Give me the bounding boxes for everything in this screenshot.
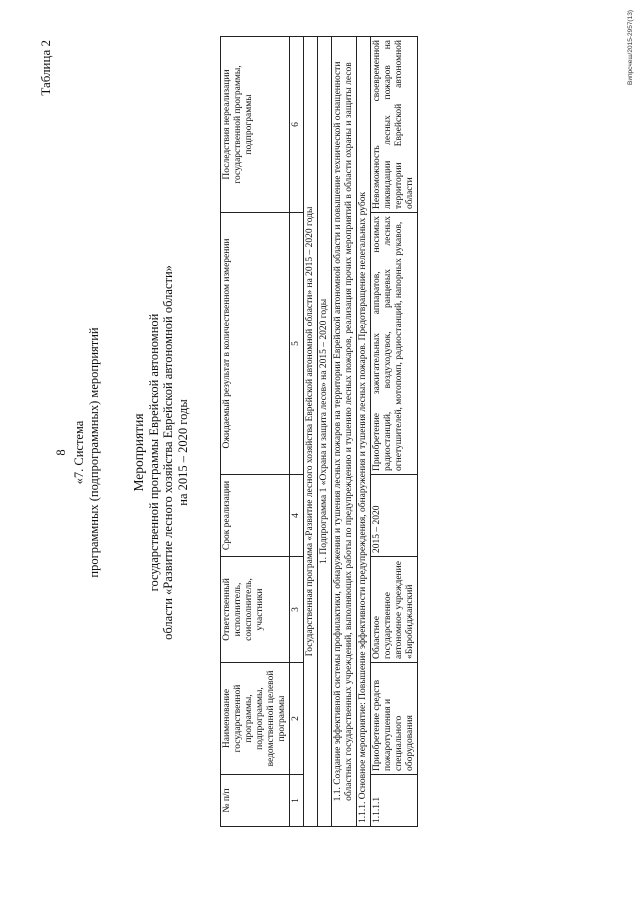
section-title: «7. Система [72,420,86,485]
table-row [304,37,318,827]
header-cell: Ожидаемый результат в количественном измерении [221,213,290,475]
row-period: 2015 – 2020 [371,475,418,557]
table-header-row [221,37,290,827]
title-line: области «Развитие лесного хозяйства Еврейской автономной области» [161,265,175,640]
column-number: 5 [290,213,304,475]
column-number: 2 [290,663,304,775]
column-number: 4 [290,475,304,557]
subprogram-row: 1. Подпрограмма 1 «Охрана и защита лесов» на 2015 – 2020 годы [318,37,332,827]
section-subtitle: программных (подпрограммных) мероприятий [87,327,101,578]
task-row: 1.1. Создание эффективной системы профилактики, обнаружения и тушения лесных пожаров на территории Еврейской автономной области и повышение технической оснащенности областных государственных учреждений, выполняющих работы по предупреждению и тушению лесных пожаров, реализация прочих мероприятий в области охраны и защиты лесов [332,37,357,827]
header-cell: № п/п [221,775,290,827]
table-row [318,37,332,827]
row-result: Приобретение зажигательных аппаратов, носимых радиостанций, воздуходувок, ранцевых лесных огнетушителей, мотопомп, радиостанций, напорных рукавов, [371,213,418,475]
header-cell: Ответственный исполнитель, соисполнитель, участники [221,557,290,663]
title-line: Мероприятия [131,413,146,492]
column-number: 1 [290,775,304,827]
table-row [357,37,371,827]
table-label: Таблица 2 [38,40,53,96]
header-cell: Наименование государственной программы, подпрограммы, ведомственной целевой программы [221,663,290,775]
row-name: Приобретение средств пожаротушения и специального оборудования [371,663,418,775]
measure-row: 1.1.1. Основное мероприятие: Повышение эффективности предупреждения, обнаружения и тушения лесных пожаров. Предотвращение нелегальных рубок [357,37,371,827]
header-cell: Последствия нереализации государственной программы, подпрограммы [221,37,290,213]
row-number: 1.1.1.1 [371,775,418,827]
document-code: Випрсчеш/2015-2957(13) [627,10,634,85]
row-consequence: Невозможность своевременной ликвидации лесных пожаров на территории Еврейской автономной области [371,37,418,213]
column-number-row [290,37,304,827]
document-title [132,0,190,905]
table-row [371,37,418,827]
program-row: Государственная программа «Развитие лесного хозяйства Еврейской автономной области» на 2015 – 2020 годы [304,37,318,827]
measures-table [220,36,418,827]
page-number: 8 [54,449,68,456]
header-cell: Срок реализации [221,475,290,557]
column-number: 6 [290,37,304,213]
column-number: 3 [290,557,304,663]
title-line: на 2015 – 2020 годы [175,399,190,506]
title-line: государственной программы Еврейской автономной [146,313,161,592]
row-executor: Областное государственное автономное учреждение «Биробиджанский [371,557,418,663]
table-row [332,37,357,827]
